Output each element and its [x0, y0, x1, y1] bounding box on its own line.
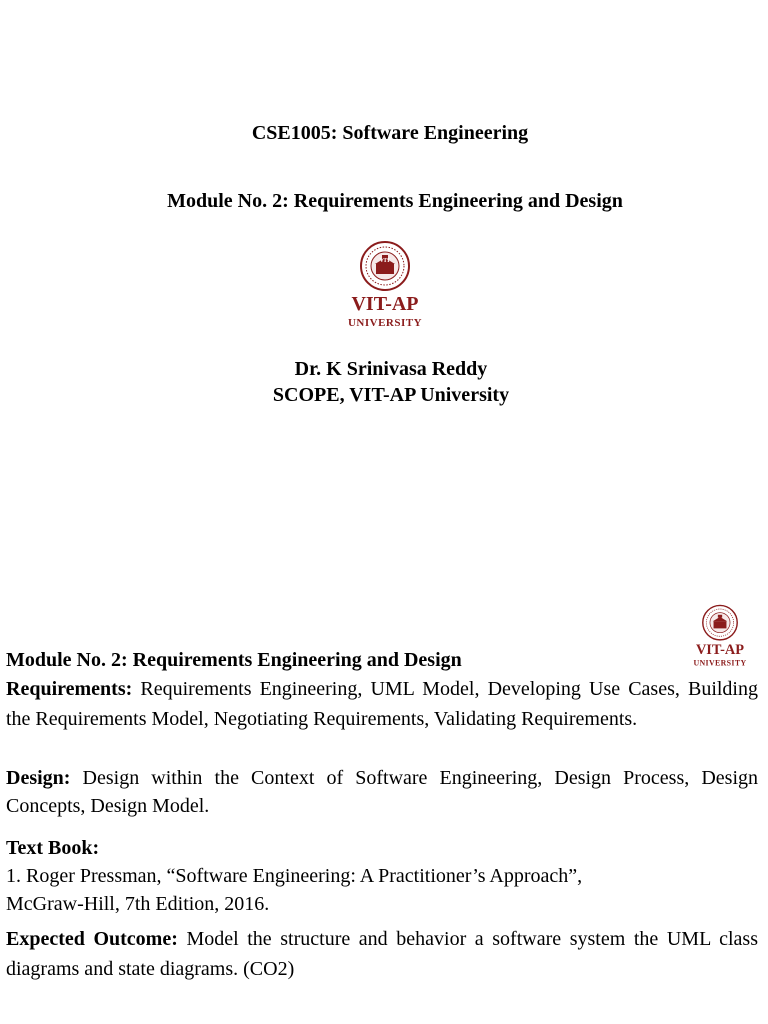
- svg-text:VIT-AP: VIT-AP: [695, 642, 745, 659]
- text-book-line-2: McGraw-Hill, 7th Edition, 2016.: [6, 893, 270, 915]
- author-name: Dr. K Srinivasa Reddy: [294, 358, 488, 380]
- course-title: CSE1005: Software Engineering: [251, 122, 529, 144]
- requirements-paragraph: [6, 674, 758, 734]
- expected-outcome-text: Model the structure and behavior a software system the UML class diagrams and state diagrams. (CO2): [6, 928, 758, 980]
- module-content: [6, 646, 758, 984]
- svg-text:VIT-AP: VIT-AP: [351, 293, 419, 315]
- author-block: [0, 356, 768, 408]
- text-book-paragraph: [6, 834, 758, 918]
- design-text: Design within the Context of Software Engineering, Design Process, Design Concepts, Design Model.: [6, 767, 758, 817]
- university-seal-icon: [361, 242, 409, 290]
- svg-text:VIT: VIT: [379, 258, 391, 264]
- text-book-line-1: 1. Roger Pressman, “Software Engineering: A Practitioner’s Approach”,: [6, 865, 583, 887]
- author-affiliation: SCOPE, VIT-AP University: [272, 384, 510, 406]
- module-title: Module No. 2: Requirements Engineering and Design: [167, 190, 623, 212]
- requirements-text: Requirements Engineering, UML Model, Developing Use Cases, Building the Requirements Model, Negotiating Requirements, Validating Requirements.: [6, 678, 758, 730]
- requirements-label: Requirements:: [6, 678, 133, 700]
- university-seal-icon: [703, 605, 737, 639]
- svg-text:UNIVERSITY: UNIVERSITY: [347, 317, 423, 329]
- svg-text:UNIVERSITY: UNIVERSITY: [693, 658, 747, 668]
- design-label: Design:: [6, 767, 71, 789]
- design-paragraph: [6, 764, 758, 820]
- expected-outcome-label: Expected Outcome:: [6, 928, 178, 950]
- content-heading: Module No. 2: Requirements Engineering and Design: [6, 649, 462, 671]
- expected-outcome-paragraph: [6, 924, 758, 984]
- text-book-label: Text Book:: [6, 837, 100, 859]
- university-logo: [344, 240, 426, 332]
